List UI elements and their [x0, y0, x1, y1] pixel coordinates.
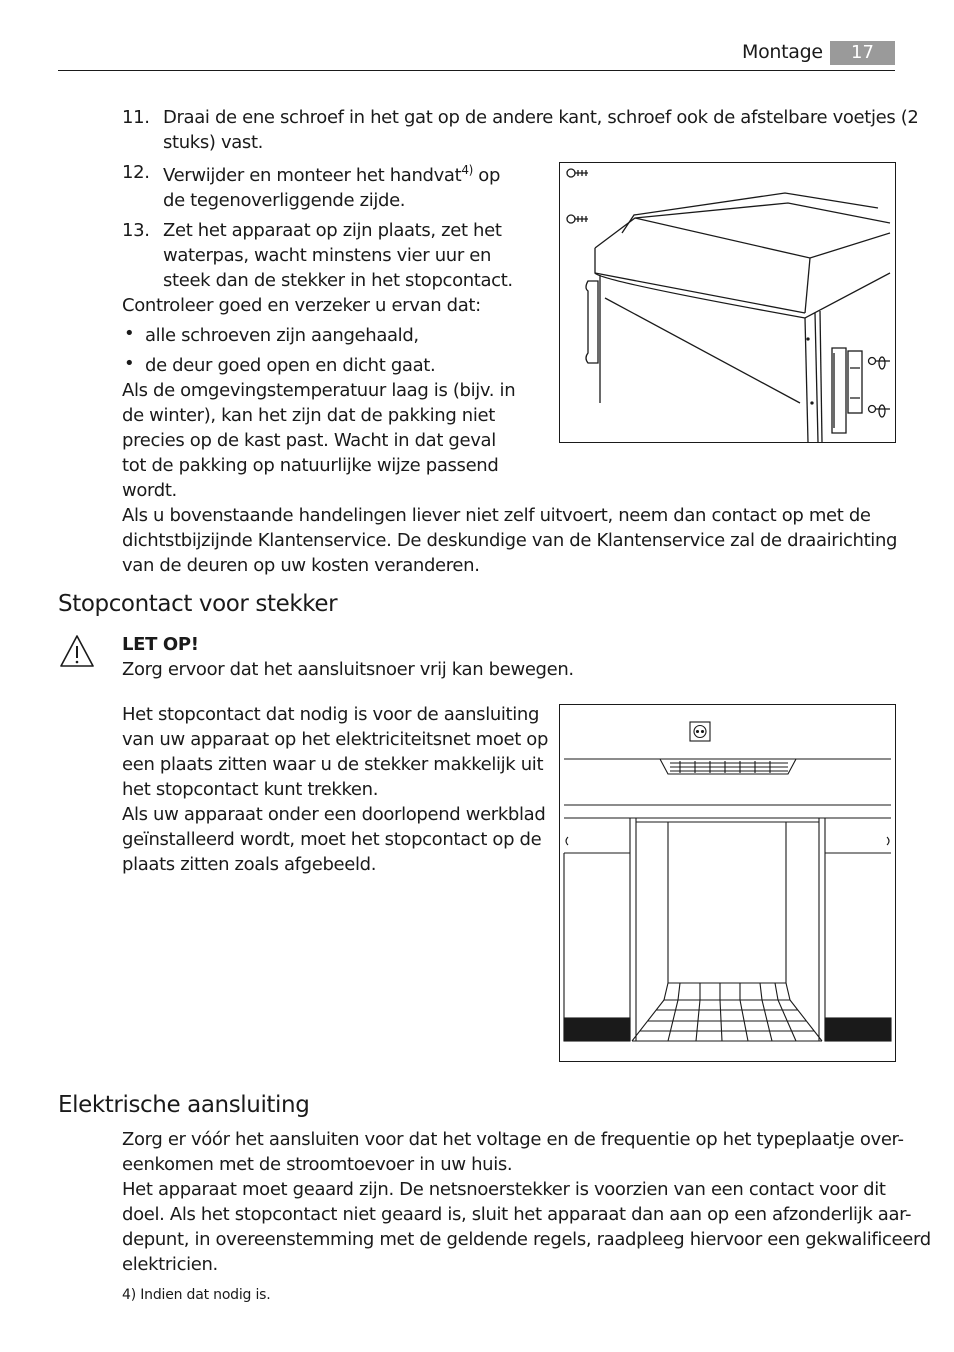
step-11-line-2: stuks) vast.	[163, 132, 264, 153]
electric-para-line-3: Het apparaat moet geaard zijn. De netsnoerstekker is voorzien van een contact voor dit	[122, 1179, 886, 1200]
screw-icon	[567, 215, 588, 223]
check-intro: Controleer goed en verzeker u ervan dat:	[122, 295, 481, 316]
step-13-number: 13.	[122, 220, 150, 241]
bullet-dot: •	[124, 323, 135, 344]
step-12-line-1	[163, 163, 500, 188]
cold-para-line-1: Als de omgevingstemperatuur laag is (bijv. in	[122, 380, 516, 401]
socket-para-line-1: Het stopcontact dat nodig is voor de aansluiting	[122, 704, 540, 725]
step-11-line-1: Draai de ene schroef in het gat op de andere kant, schroef ook de afstelbare voetjes (2	[163, 107, 919, 128]
step-12-text: Verwijder en monteer het handvat	[163, 165, 462, 186]
socket-para-line-2: van uw apparaat op het elektriciteitsnet moet op	[122, 729, 549, 750]
socket-icon	[690, 722, 710, 741]
section-title-elektrisch: Elektrische aansluiting	[58, 1092, 310, 1118]
handle-figure	[559, 162, 896, 443]
step-12-number: 12.	[122, 162, 150, 183]
section-label: Montage	[742, 41, 823, 63]
bullet-1: alle schroeven zijn aangehaald,	[145, 325, 419, 346]
socket-para-line-7: plaats zitten zoals afgebeeld.	[122, 854, 377, 875]
electric-para-line-2: eenkomen met de stroomtoevoer in uw huis.	[122, 1154, 513, 1175]
service-para-line-3: van de deuren op uw kosten veranderen.	[122, 555, 480, 576]
screw-icon	[567, 169, 588, 177]
cold-para-line-3: precies op de kast past. Wacht in dat geval	[122, 430, 496, 451]
socket-para-line-3: een plaats zitten waar u de stekker makkelijk uit	[122, 754, 544, 775]
step-13-line-3: steek dan de stekker in het stopcontact.	[163, 270, 513, 291]
cold-para-line-5: wordt.	[122, 480, 177, 501]
warning-triangle-icon	[58, 633, 96, 673]
electric-para-line-4: doel. Als het stopcontact niet geaard is, sluit het apparaat dan aan op een afzonderlijk aar-	[122, 1204, 912, 1225]
socket-para-line-4: het stopcontact kunt trekken.	[122, 779, 379, 800]
footnote: 4) Indien dat nodig is.	[122, 1287, 271, 1303]
step-13-line-2: waterpas, wacht minstens vier uur en	[163, 245, 492, 266]
socket-para-line-6: geïnstalleerd wordt, moet het stopcontact op de	[122, 829, 542, 850]
bullet-2: de deur goed open en dicht gaat.	[145, 355, 436, 376]
cold-para-line-4: tot de pakking op natuurlijke wijze passend	[122, 455, 499, 476]
step-11-number: 11.	[122, 107, 150, 128]
bullet-dot: •	[124, 353, 135, 374]
socket-figure	[559, 704, 896, 1062]
electric-para-line-6: elektricien.	[122, 1254, 218, 1275]
electric-para-line-5: depunt, in overeenstemming met de geldende regels, raadpleeg hiervoor een gekwalificeerd	[122, 1229, 931, 1250]
header-rule	[58, 70, 895, 71]
electric-para-line-1: Zorg er vóór het aansluiten voor dat het voltage en de frequentie op het typeplaatje over-	[122, 1129, 904, 1150]
screw-icon	[869, 357, 891, 369]
step-13-line-1: Zet het apparaat op zijn plaats, zet het	[163, 220, 502, 241]
service-para-line-1: Als u bovenstaande handelingen liever niet zelf uitvoert, neem dan contact op met de	[122, 505, 871, 526]
section-title-stopcontact: Stopcontact voor stekker	[58, 591, 338, 617]
step-12-text-end: op	[472, 165, 501, 186]
socket-para-line-5: Als uw apparaat onder een doorlopend werkblad	[122, 804, 546, 825]
warning-title: LET OP!	[122, 634, 199, 655]
footnote-ref: 4)	[461, 163, 473, 177]
warning-text: Zorg ervoor dat het aansluitsnoer vrij kan bewegen.	[122, 659, 574, 680]
screw-icon	[869, 405, 891, 417]
page-number: 17	[830, 41, 895, 65]
step-12-line-2: de tegenoverliggende zijde.	[163, 190, 406, 211]
service-para-line-2: dichtstbijzijnde Klantenservice. De deskundige van de Klantenservice zal de draairichting	[122, 530, 898, 551]
cold-para-line-2: de winter), kan het zijn dat de pakking niet	[122, 405, 495, 426]
